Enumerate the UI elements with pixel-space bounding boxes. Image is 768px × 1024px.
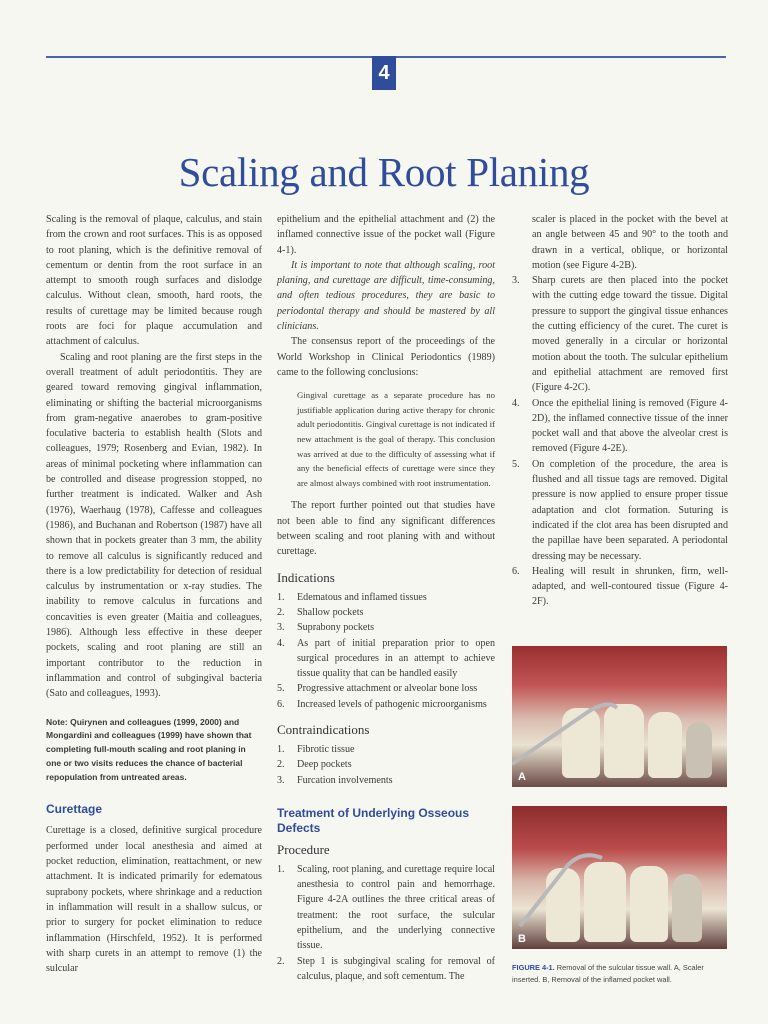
figure-caption-label: FIGURE 4-1.	[512, 963, 555, 972]
chapter-number: 4	[372, 56, 396, 90]
figure-photo-b	[512, 806, 727, 949]
procedure-list	[277, 862, 495, 984]
list-item: 5. On completion of the procedure, the area is flushed and all tissue tags are removed. Digital pressure is now applied to ensure proper tissue adaptation and clot formation. Suturing is indicated if the clot area has been disrupted and the papillae have been separated. A periodontal dressing may be necessary.	[512, 458, 728, 562]
list-item: 3. Furcation involvements	[277, 774, 393, 786]
procedure-heading: Procedure	[277, 841, 330, 857]
intro-paragraph: Scaling is the removal of plaque, calculus, and stain from the crown and root surfaces. This is as opposed to root planing, which is the definitive removal of cementum or dentin from the root surface in an attempt to smooth rough surfaces and dislodge calculus. Without clean, smooth, hard roots, the results of curettage may be limited because rough roots are foci for plaque accumulation and attachment of calculus.	[46, 214, 262, 348]
column-1	[46, 212, 262, 976]
scaler-instrument-icon	[512, 646, 727, 787]
list-item: 4. Once the epithelial lining is removed (Figure 4-2D), the inflamed connective tissue of the inner pocket wall and that above the alveolar crest is removed (Figure 4-2E).	[512, 397, 728, 455]
procedure-steps-list	[512, 273, 728, 610]
column-2	[277, 212, 495, 984]
list-item: 3. Sharp curets are then placed into the pocket with the cutting edge toward the tissue. Digital pressure to support the gingival tissue enhances the cutting efficiency of the curet. The curet is moved generally in a circular or horizontal motion about the tooth. The sulcular epithelium and epithelial attachment are removed first (Figure 4-2C).	[512, 275, 728, 394]
indications-list	[277, 590, 495, 712]
consensus-quote: Gingival curettage as a separate procedure has no justifiable application during active therapy for chronic adult periodontitis. Gingival curettage is not indicated if new attachment is the goal of therapy. This conclusion was arrived at due to the difficulty of assessing what if any the beneficial effects of curettage were since they are almost always combined with root instrumentation.	[297, 390, 495, 488]
note-box: Note: Quirynen and colleagues (1999, 2000) and Mongardini and colleagues (1999) have shown that completing full-mouth scaling and root planing in one or two visits reduces the chance of bacterial repopulation from untreated areas.	[46, 716, 252, 782]
step-2-continued: scaler is placed in the pocket with the bevel at an angle between 45 and 90° to the tooth and drawn in a vertical, oblique, or horizontal motion (see Figure 4-2B).	[532, 214, 728, 271]
list-item: 6. Increased levels of pathogenic microorganisms	[277, 698, 487, 710]
list-item: 2. Shallow pockets	[277, 606, 364, 618]
list-item: 1. Edematous and inflamed tissues	[277, 591, 427, 603]
list-item: 1. Scaling, root planing, and curettage require local anesthesia to control pain and hemorrhage. Figure 4-2A outlines the three critical areas of treatment: the root surface, the sulcular epithelium, and the underlying connective tissue.	[277, 863, 495, 952]
figure-caption	[512, 962, 728, 986]
consensus-paragraph: The consensus report of the proceedings of the World Workshop in Clinical Periodontics (1989) came to the following conclusions:	[277, 336, 495, 378]
list-item: 3. Suprabony pockets	[277, 622, 375, 634]
list-item: 6. Healing will result in shrunken, firm, well-adapted, and well-contoured tissue (Figure 4-2F).	[512, 565, 728, 608]
continued-paragraph: epithelium and the epithelial attachment and (2) the inflamed connective issue of the pocket wall (Figure 4-1).	[277, 214, 495, 256]
chapter-title: Scaling and Root Planing	[178, 149, 590, 196]
figure-photo-a	[512, 646, 727, 787]
treatment-heading: Treatment of Underlying Osseous Defects	[277, 805, 470, 835]
figure-label-b: B	[518, 933, 526, 945]
scaler-instrument-icon	[512, 806, 727, 949]
list-item: 1. Fibrotic tissue	[277, 743, 355, 755]
list-item: 2. Step 1 is subgingival scaling for removal of calculus, plaque, and soft cementum. The	[277, 955, 495, 982]
contraindications-heading: Contraindications	[277, 721, 370, 737]
important-paragraph: It is important to note that although scaling, root planing, and curettage are difficult, time-consuming, and often tedious procedures, they are basic to periodontal therapy and should be mastered by all clinicians.	[277, 259, 495, 333]
curettage-paragraph: Curettage is a closed, definitive surgical procedure performed under local anesthesia and aimed at pocket reduction, elimination, reattachment, or new attachment. It is indicated primarily for edematous suprabony pockets, where shrinkage and a reduction in inflammation will result in a shallow sulcus, or prior to surgery for pocket elimination to reduce inflammation (Hirschfeld, 1952). It is performed with sharp curets in an attempt to remove (1) the sulcular	[46, 825, 262, 975]
scaling-paragraph: Scaling and root planing are the first steps in the overall treatment of adult periodontitis. They are geared toward removing gingival inflammation, eliminating or shifting the bacterial microorganisms from gram-negative anaerobes to gram-positive foculative bacteria to establish health (Slots and colleagues, 1979; Rosenberg and Evian, 1982). In areas of minimal pocketing where inflammation can be controlled and disease progression stopped, no further treatment is indicated. Walker and Ash (1976), Waerhaug (1978), Caffesse and colleagues (1986), and Buchanan and Robertson (1987) have all shown that in pockets greater than 3 mm, the ability to remove all calculus is significantly reduced and there is a low predictability for detection of residual calculus by instrumentation or x-ray studies. The inability to remove calculus in furcations and concavities is even greater (Maitia and colleagues, 1986). Although less effective in these deeper pockets, scaling and root planing are still an important contributor to the reduction in inflammation and control of subgingival bacteria (Sato and colleagues, 1993).	[46, 351, 262, 700]
curettage-heading: Curettage	[46, 802, 103, 817]
list-item: 5. Progressive attachment or alveolar bone loss	[277, 683, 478, 695]
figure-label-a: A	[518, 771, 526, 783]
list-item: 2. Deep pockets	[277, 759, 352, 771]
contraindications-list	[277, 742, 495, 788]
list-item: 4. As part of initial preparation prior to open surgical procedures in an attempt to achieve tissue quality that can be handled easily	[277, 637, 495, 680]
indications-heading: Indications	[277, 569, 335, 585]
figure-caption-text: Removal of the sulcular tissue wall. A, Scaler inserted. B, Removal of the inflamed pocket wall.	[512, 963, 704, 984]
column-3	[512, 212, 728, 610]
report-paragraph: The report further pointed out that studies have not been able to find any significant differences between scaling and root planing with and without curettage.	[277, 500, 495, 558]
